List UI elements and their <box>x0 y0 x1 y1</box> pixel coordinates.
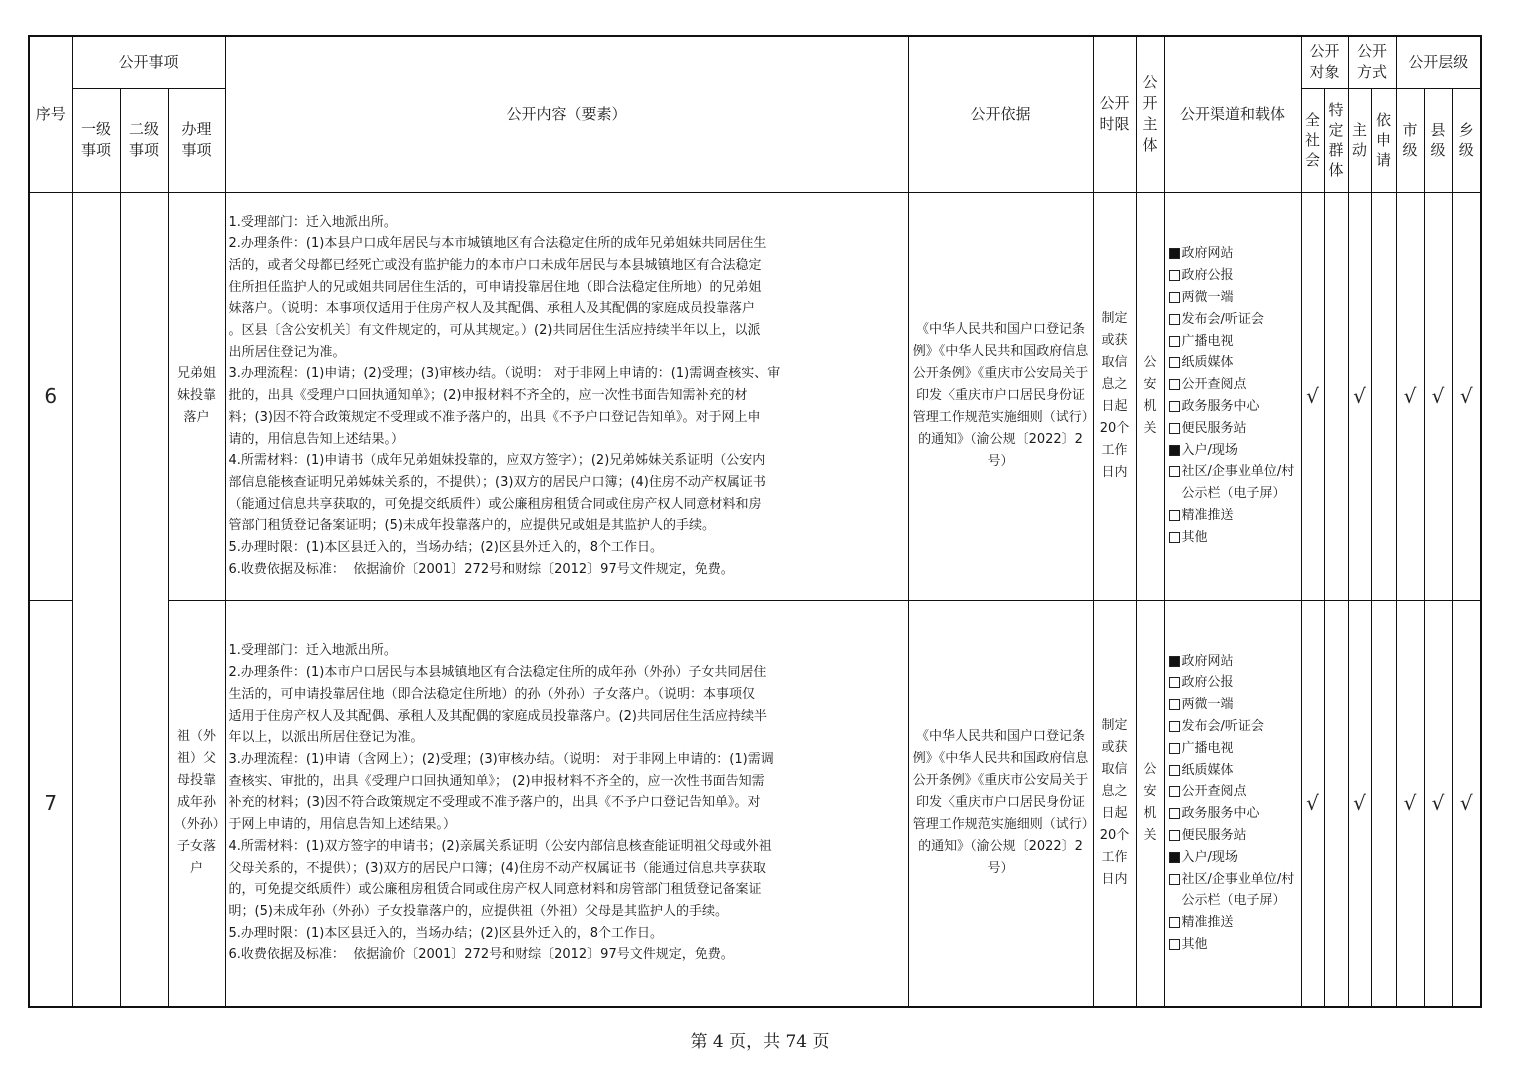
unchecked-box-icon <box>1169 314 1180 325</box>
row-seq: 7 <box>29 600 72 1007</box>
channel-item <box>1169 760 1299 782</box>
channel-label: 政府公报 <box>1181 268 1234 284</box>
row-time-limit: 制定或获取信息之日起20个工作日内 <box>1093 600 1136 1007</box>
level2-cell <box>120 192 168 1007</box>
content-line: 适用于住房产权人及其配偶、承租人及其配偶的家庭成员投靠落户。(2)共同居住生活应持续半 <box>228 708 767 724</box>
unchecked-box-icon <box>1169 357 1180 368</box>
col-header-public-matters: 公开事项 <box>72 36 225 88</box>
col-header-level-town: 乡级 <box>1452 88 1481 192</box>
channel-item <box>1169 505 1299 527</box>
unchecked-box-icon <box>1169 721 1180 732</box>
unchecked-box-icon <box>1169 808 1180 819</box>
channel-item <box>1169 265 1299 287</box>
row-level-town: √ <box>1452 600 1481 1007</box>
col-header-level1: 一级事项 <box>72 88 120 192</box>
row-level-county: √ <box>1424 600 1452 1007</box>
channel-label: 便民服务站 <box>1181 828 1247 844</box>
channel-item <box>1169 331 1299 353</box>
channel-item <box>1169 781 1299 803</box>
unchecked-box-icon <box>1169 379 1180 390</box>
row-level-town: √ <box>1452 192 1481 600</box>
content-line: 1.受理部门：迁入地派出所。 <box>228 214 397 230</box>
channel-item <box>1169 287 1299 309</box>
content-line: 1.受理部门：迁入地派出所。 <box>228 643 397 659</box>
unchecked-box-icon <box>1169 510 1180 521</box>
unchecked-box-icon <box>1169 765 1180 776</box>
content-line: 年以上，以派出所居住登记为准。 <box>228 730 424 746</box>
table-row <box>29 600 1481 1007</box>
channel-item <box>1169 672 1299 694</box>
unchecked-box-icon <box>1169 743 1180 754</box>
col-header-level-city: 市级 <box>1396 88 1424 192</box>
content-line: （能通过信息共享获取的，可免提交纸质件）或公廉租房租赁合同或住房产权人同意材料和房 <box>228 496 762 512</box>
channel-label: 政府网站 <box>1181 246 1234 262</box>
content-line: 6.收费依据及标准： 依据渝价〔2001〕272号和财综〔2012〕97号文件规定，免费。 <box>228 947 734 963</box>
row-method-active: √ <box>1348 192 1371 600</box>
channel-item <box>1169 869 1299 913</box>
channel-label: 政府公报 <box>1181 675 1234 691</box>
col-header-subject: 公开主体 <box>1136 36 1164 192</box>
channel-label: 纸质媒体 <box>1181 762 1234 778</box>
col-header-method-active: 主动 <box>1348 88 1371 192</box>
channel-item <box>1169 803 1299 825</box>
content-line: 出所居住登记为准。 <box>228 344 346 360</box>
unchecked-box-icon <box>1169 292 1180 303</box>
content-line: 活的，或者父母都已经死亡或没有监护能力的本市户口未成年居民与本县城镇地区有合法稳定 <box>228 257 762 273</box>
content-line: 料；(3)因不符合政策规定不受理或不准予落户的，出具《不予户口登记告知单》。对于网上申 <box>228 409 761 425</box>
unchecked-box-icon <box>1169 917 1180 928</box>
row-method-apply <box>1371 192 1396 600</box>
channel-label: 发布会/听证会 <box>1181 311 1264 327</box>
row-channels <box>1164 192 1301 600</box>
unchecked-box-icon <box>1169 939 1180 950</box>
channel-label: 精准推送 <box>1181 915 1234 931</box>
col-header-method: 公开方式 <box>1348 36 1396 88</box>
row-item-name: 兄弟姐妹投靠落户 <box>168 192 225 600</box>
row-level-city: √ <box>1396 192 1424 600</box>
row-level-county: √ <box>1424 192 1452 600</box>
channel-label: 社区/企事业单位/村公示栏（电子屏） <box>1181 871 1295 909</box>
row-level-city: √ <box>1396 600 1424 1007</box>
channel-label: 其他 <box>1181 529 1208 545</box>
channel-item <box>1169 243 1299 265</box>
unchecked-box-icon <box>1169 677 1180 688</box>
col-header-level: 公开层级 <box>1396 36 1481 88</box>
row-target-all: √ <box>1301 192 1324 600</box>
row-content <box>225 192 908 600</box>
channel-item <box>1169 352 1299 374</box>
row-time-limit: 制定或获取信息之日起20个工作日内 <box>1093 192 1136 600</box>
row-method-apply <box>1371 600 1396 1007</box>
row-content-lines <box>229 640 902 966</box>
content-line: 管部门租赁登记备案证明；(5)未成年投靠落户的，应提供兄或姐是其监护人的手续。 <box>228 518 715 534</box>
col-header-level-county: 县级 <box>1424 88 1452 192</box>
content-line: 5.办理时限：(1)本区县迁入的，当场办结；(2)区县外迁入的，8个工作日。 <box>228 540 664 556</box>
checked-box-icon <box>1169 445 1180 456</box>
channel-label: 公开查阅点 <box>1181 377 1247 393</box>
col-header-target-all: 全社会 <box>1301 88 1324 192</box>
content-line: 3.办理流程：(1)申请（含网上）；(2)受理；(3)审核办结。（说明： 对于非网上申请的：(1)需调 <box>228 751 774 767</box>
col-header-method-apply: 依申请 <box>1371 88 1396 192</box>
content-line: 。区县〔含公安机关〕有文件规定的，可从其规定。）(2)共同居住生活应持续半年以上，以派 <box>228 323 761 339</box>
channel-label: 纸质媒体 <box>1181 355 1234 371</box>
content-line: 于网上申请的，用信息告知上述结果。） <box>228 817 457 833</box>
channel-item <box>1169 418 1299 440</box>
content-line: 4.所需材料：(1)双方签字的申请书；(2)亲属关系证明（公安内部信息核查能证明祖父母或外祖 <box>228 838 772 854</box>
content-line: 2.办理条件：(1)本县户口成年居民与本市城镇地区有合法稳定住所的成年兄弟姐妹共同居住生 <box>228 236 767 252</box>
channel-item <box>1169 651 1299 673</box>
checked-box-icon <box>1169 656 1180 667</box>
channel-label: 两微一端 <box>1181 290 1234 306</box>
channel-item <box>1169 461 1299 505</box>
content-line: 明；(5)未成年孙（外孙）子女投靠落户的，应提供祖（外祖）父母是其监护人的手续。 <box>228 903 728 919</box>
content-line: 查核实、审批的，出具《受理户口回执通知单》； (2)申报材料不齐全的，应一次性书面告知需 <box>228 773 765 789</box>
checked-box-icon <box>1169 248 1180 259</box>
unchecked-box-icon <box>1169 830 1180 841</box>
content-line: 4.所需材料：(1)申请书（成年兄弟姐妹投靠的，应双方签字）；(2)兄弟姊妹关系证明（公安内 <box>228 453 766 469</box>
unchecked-box-icon <box>1169 270 1180 281</box>
content-line: 5.办理时限：(1)本区县迁入的，当场办结；(2)区县外迁入的，8个工作日。 <box>228 925 664 941</box>
row-channels <box>1164 600 1301 1007</box>
content-line: 父母关系的，不提供）；(3)双方的居民户口簿；(4)住房不动产权属证书（能通过信息共享获取 <box>228 860 766 876</box>
unchecked-box-icon <box>1169 466 1180 477</box>
row-subject: 公安机关 <box>1136 600 1164 1007</box>
table-row <box>29 192 1481 600</box>
channel-label: 其他 <box>1181 937 1208 953</box>
row-target-specific <box>1324 192 1348 600</box>
content-line: 3.办理流程：(1)申请；(2)受理；(3)审核办结。（说明： 对于非网上申请的：(1)需调查核实、审 <box>228 366 781 382</box>
channel-item <box>1169 440 1299 462</box>
table <box>28 35 1482 1008</box>
unchecked-box-icon <box>1169 532 1180 543</box>
channel-label: 广播电视 <box>1181 740 1234 756</box>
channel-label: 政务服务中心 <box>1181 399 1260 414</box>
channel-label: 广播电视 <box>1181 333 1234 349</box>
col-header-content: 公开内容（要素） <box>225 36 908 192</box>
content-line: 补充的材料；(3)因不符合政策规定不受理或不准予落户的，出具《不予户口登记告知单》。对 <box>228 795 761 811</box>
channel-label: 两微一端 <box>1181 697 1234 713</box>
channel-item <box>1169 847 1299 869</box>
channel-label: 入户/现场 <box>1181 442 1238 458</box>
channel-label: 发布会/听证会 <box>1181 719 1264 735</box>
channel-label: 便民服务站 <box>1181 420 1247 436</box>
channel-label: 公开查阅点 <box>1181 784 1247 800</box>
row-target-specific <box>1324 600 1348 1007</box>
col-header-seq: 序号 <box>29 36 72 192</box>
row-content <box>225 600 908 1007</box>
disclosure-table <box>28 35 1480 1006</box>
channel-item <box>1169 912 1299 934</box>
unchecked-box-icon <box>1169 423 1180 434</box>
row-target-all: √ <box>1301 600 1324 1007</box>
channel-item <box>1169 694 1299 716</box>
level1-cell <box>72 192 120 1007</box>
checked-box-icon <box>1169 852 1180 863</box>
channel-item <box>1169 716 1299 738</box>
page-footer: 第 4 页，共 74 页 <box>690 1032 830 1052</box>
row-method-active: √ <box>1348 600 1371 1007</box>
channel-item <box>1169 396 1299 418</box>
content-line: 部信息能核查证明兄弟姊妹关系的，不提供）；(3)双方的居民户口簿；(4)住房不动产权属证书 <box>228 474 766 490</box>
row-subject: 公安机关 <box>1136 192 1164 600</box>
col-header-level2: 二级事项 <box>120 88 168 192</box>
row-item-name: 祖（外祖）父母投靠成年孙（外孙）子女落户 <box>168 600 225 1007</box>
unchecked-box-icon <box>1169 401 1180 412</box>
channel-item <box>1169 309 1299 331</box>
channel-label: 社区/企事业单位/村公示栏（电子屏） <box>1181 464 1295 502</box>
content-line: 住所担任监护人的兄或姐共同居住生活的，可申请投靠居住地（即合法稳定住所地）的兄弟姐 <box>228 279 762 295</box>
channel-label: 入户/现场 <box>1181 849 1238 865</box>
channel-label: 政府网站 <box>1181 653 1234 669</box>
row-basis: 《中华人民共和国户口登记条例》《中华人民共和国政府信息公开条例》《重庆市公安局关于印发〈重庆市户口居民身份证管理工作规范实施细则（试行）的通知》（渝公规〔2022〕2号） <box>908 192 1093 600</box>
unchecked-box-icon <box>1169 699 1180 710</box>
channel-item <box>1169 374 1299 396</box>
content-line: 生活的，可申请投靠居住地（即合法稳定住所地）的孙（外孙）子女落户。（说明：本事项仅 <box>228 686 756 702</box>
channel-item <box>1169 738 1299 760</box>
content-line: 批的，出具《受理户口回执通知单》；(2)申报材料不齐全的，应一次性书面告知需补充的材 <box>228 388 748 404</box>
col-header-target-specific: 特定群体 <box>1324 88 1348 192</box>
content-line: 妹落户。（说明：本事项仅适用于住房产权人及其配偶、承租人及其配偶的家庭成员投靠落户 <box>228 301 756 317</box>
content-line: 的，可免提交纸质件）或公廉租房租赁合同或住房产权人同意材料和房管部门租赁登记备案证 <box>228 882 762 898</box>
content-line: 请的，用信息告知上述结果。） <box>228 431 405 447</box>
col-header-target: 公开对象 <box>1301 36 1348 88</box>
header-row-1 <box>29 36 1481 88</box>
channel-item <box>1169 527 1299 549</box>
row-basis: 《中华人民共和国户口登记条例》《中华人民共和国政府信息公开条例》《重庆市公安局关于印发〈重庆市户口居民身份证管理工作规范实施细则（试行）的通知》（渝公规〔2022〕2号） <box>908 600 1093 1007</box>
channel-label: 精准推送 <box>1181 507 1234 523</box>
channel-item <box>1169 825 1299 847</box>
col-header-basis: 公开依据 <box>908 36 1093 192</box>
col-header-channel: 公开渠道和载体 <box>1164 36 1301 192</box>
unchecked-box-icon <box>1169 874 1180 885</box>
content-line: 2.办理条件：(1)本市户口居民与本县城镇地区有合法稳定住所的成年孙（外孙）子女共同居住 <box>228 665 767 681</box>
unchecked-box-icon <box>1169 336 1180 347</box>
channel-item <box>1169 934 1299 956</box>
unchecked-box-icon <box>1169 786 1180 797</box>
channel-list <box>1169 651 1299 956</box>
content-line: 6.收费依据及标准： 依据渝价〔2001〕272号和财综〔2012〕97号文件规定，免费。 <box>228 561 734 577</box>
channel-label: 政务服务中心 <box>1181 806 1260 822</box>
row-seq: 6 <box>29 192 72 600</box>
channel-list <box>1169 243 1299 548</box>
col-header-handle: 办理事项 <box>168 88 225 192</box>
col-header-time-limit: 公开时限 <box>1093 36 1136 192</box>
row-content-lines <box>229 212 902 581</box>
